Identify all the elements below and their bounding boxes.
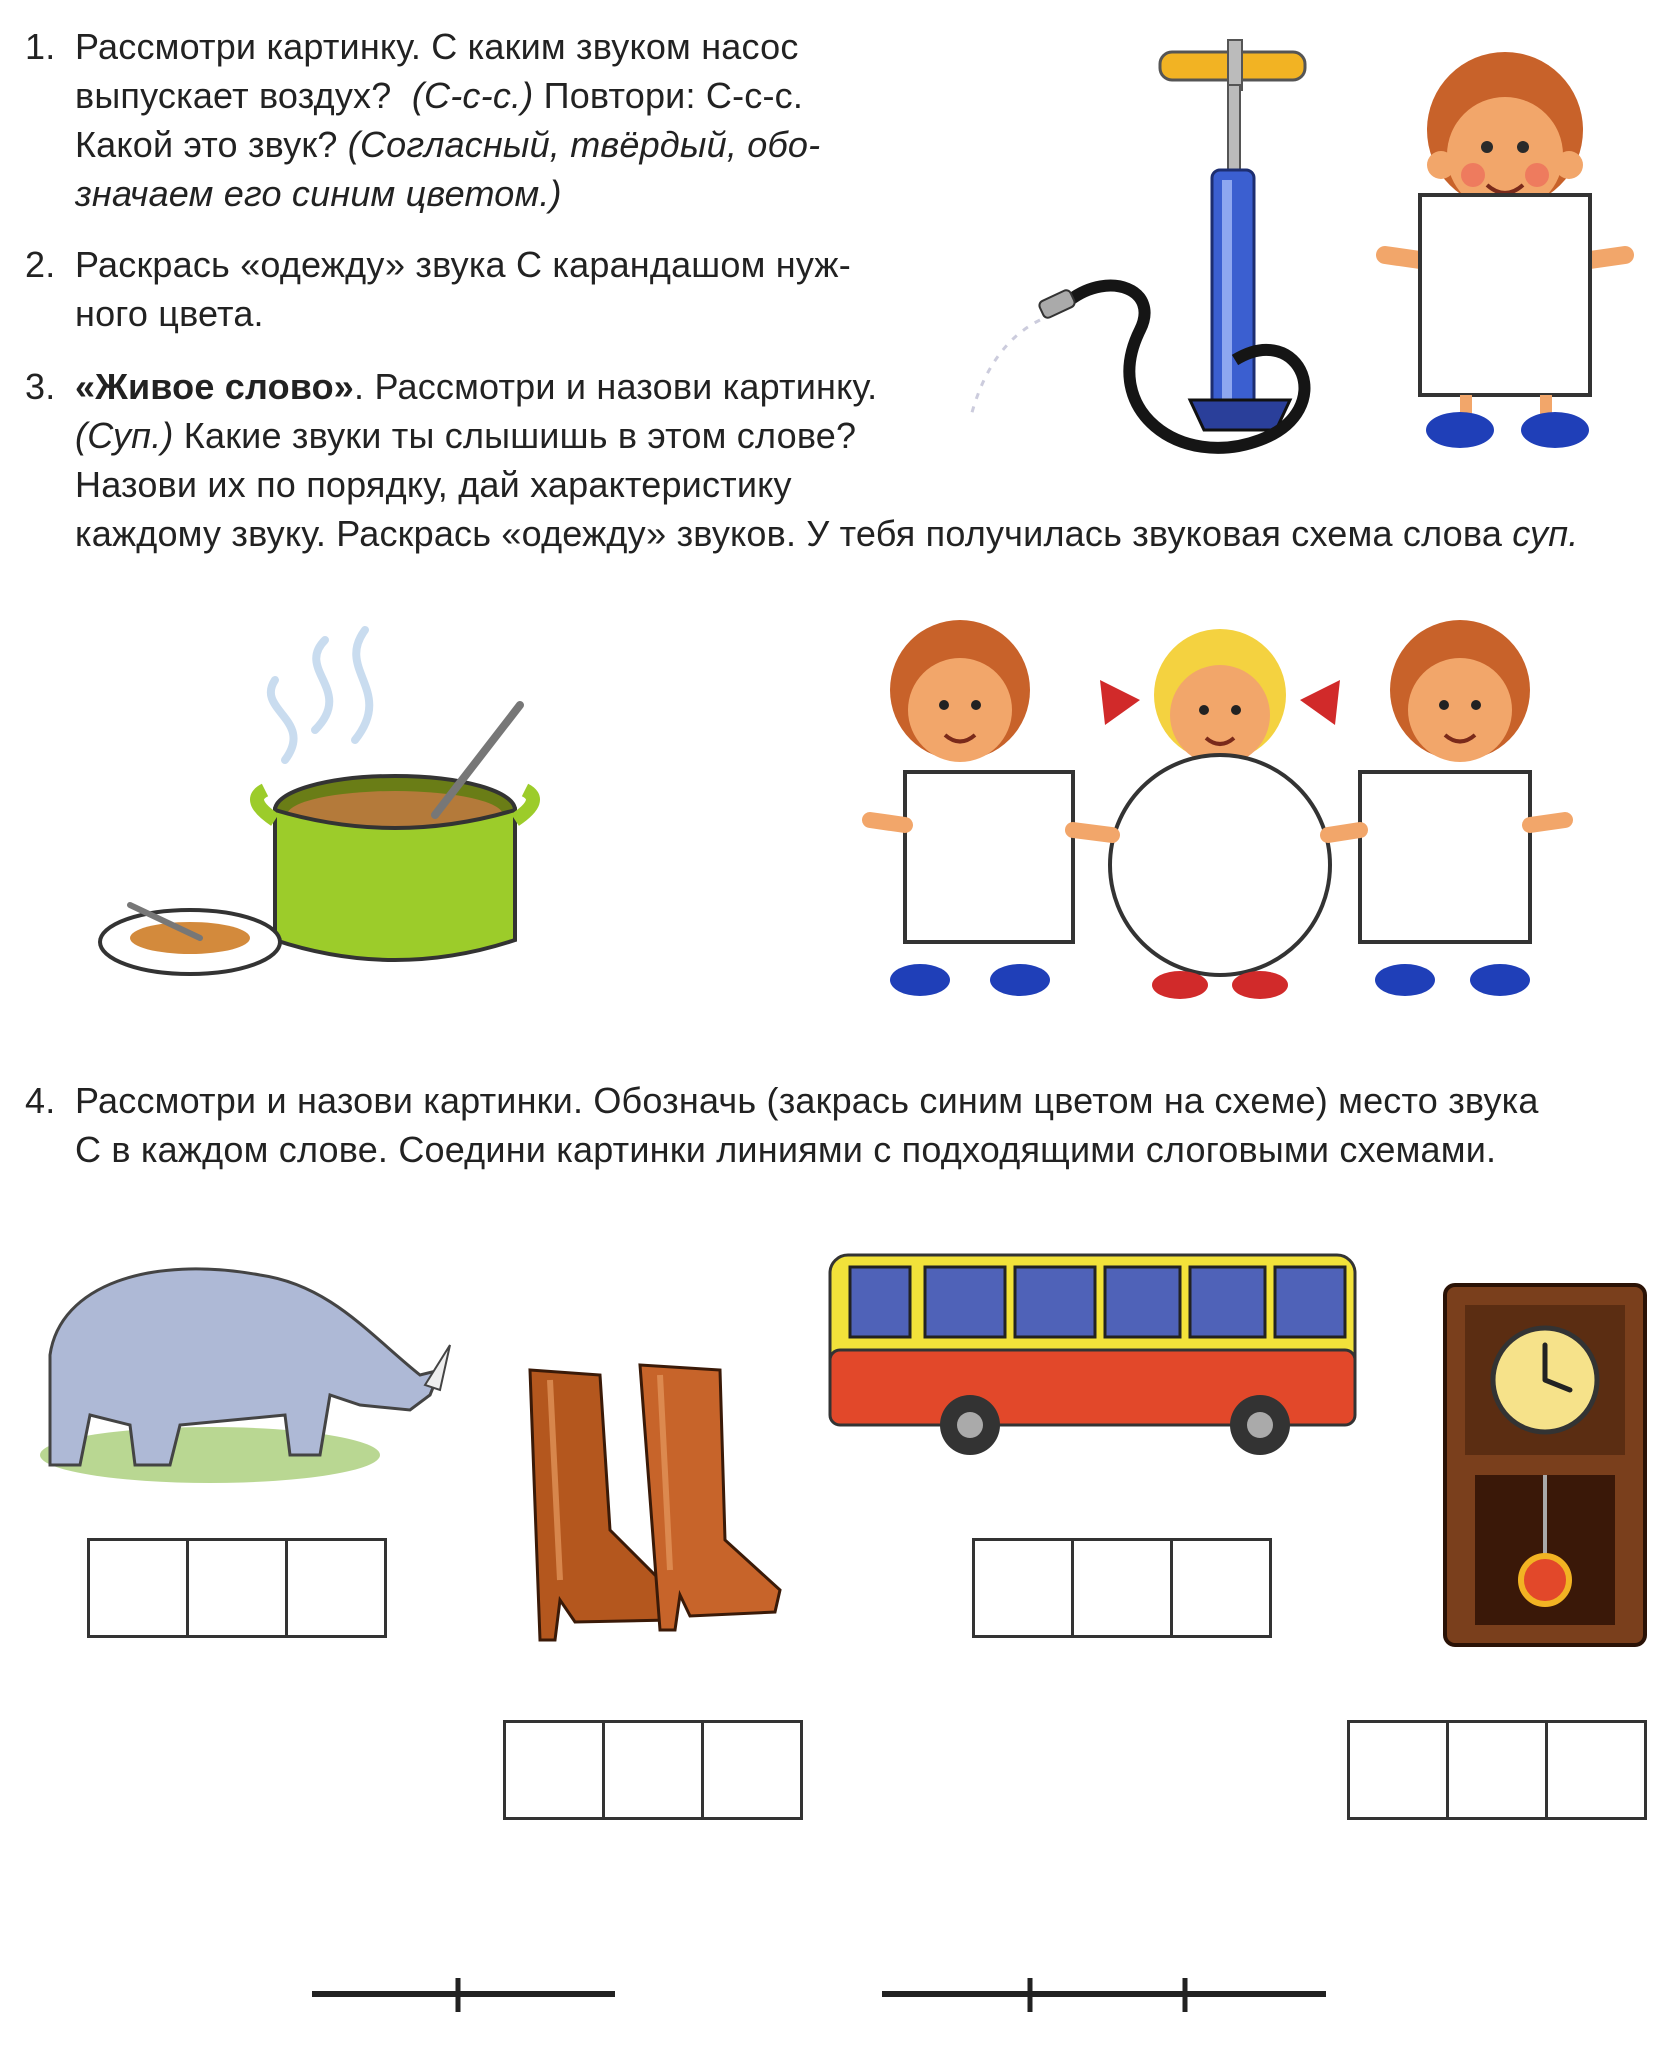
- syllable-scheme-three[interactable]: [880, 1970, 1330, 2020]
- scheme-cell[interactable]: [975, 1541, 1074, 1635]
- rhino-illustration: [30, 1225, 460, 1495]
- scheme-boxes-boots[interactable]: [503, 1720, 803, 1820]
- task-3-line-2: Какие звуки ты слышишь в этом слове?: [183, 415, 857, 456]
- clock-illustration: [1435, 1275, 1655, 1660]
- task-1-line-2: выпускает воздух?: [75, 75, 392, 116]
- task-2-line-1: Раскрась «одежду» звука С карандашом нуж-: [75, 244, 851, 285]
- task-3-line-4: каждому звуку. Раскрась «одежду» звуков. У тебя получилась звуковая схема слова: [75, 513, 1503, 554]
- scheme-cell[interactable]: [506, 1723, 605, 1817]
- task-3-answer: (Суп.): [75, 415, 174, 456]
- task-4-line-1: Рассмотри и назови картинки. Обозначь (закрась синим цветом на схеме) место звука: [75, 1080, 1539, 1121]
- scheme-cell[interactable]: [288, 1541, 384, 1635]
- task-1-number: 1.: [25, 26, 56, 67]
- scheme-cell[interactable]: [189, 1541, 288, 1635]
- scheme-cell[interactable]: [1548, 1723, 1644, 1817]
- task-3-title: «Живое слово»: [75, 366, 355, 407]
- three-children-illustration: [860, 610, 1580, 1010]
- scheme-cell[interactable]: [704, 1723, 800, 1817]
- task-1: [25, 22, 895, 218]
- task-4-number: 4.: [25, 1080, 56, 1121]
- scheme-cell[interactable]: [1449, 1723, 1548, 1817]
- task-4: [25, 1076, 1675, 1174]
- task-1-line-1: Рассмотри картинку. С каким звуком насос: [75, 26, 799, 67]
- task-3-line-3: Назови их по порядку, дай характеристику: [75, 464, 792, 505]
- task-1-answer-1: (С-с-с.): [411, 75, 534, 116]
- scheme-cell[interactable]: [1074, 1541, 1173, 1635]
- task-3-line-1: . Рассмотри и назови картинку.: [354, 366, 878, 407]
- bus-illustration: [820, 1235, 1365, 1460]
- scheme-cell[interactable]: [1350, 1723, 1449, 1817]
- scheme-boxes-clock[interactable]: [1347, 1720, 1647, 1820]
- task-1-answer-3: значаем его синим цветом.): [75, 173, 562, 214]
- boy-with-sign-illustration: [1375, 35, 1635, 455]
- task-3-word: суп.: [1512, 513, 1579, 554]
- scheme-cell[interactable]: [605, 1723, 704, 1817]
- scheme-cell[interactable]: [90, 1541, 189, 1635]
- syllable-scheme-two[interactable]: [310, 1970, 620, 2020]
- scheme-cell[interactable]: [1173, 1541, 1269, 1635]
- task-1-question: Какой это звук?: [75, 124, 338, 165]
- task-1-answer-2: (Согласный, твёрдый, обо-: [347, 124, 821, 165]
- pump-illustration: [960, 30, 1320, 450]
- boots-illustration: [520, 1360, 790, 1650]
- scheme-boxes-rhino[interactable]: [87, 1538, 387, 1638]
- task-2: [25, 240, 895, 338]
- task-3-number: 3.: [25, 366, 56, 407]
- task-2-line-2: ного цвета.: [75, 293, 264, 334]
- scheme-boxes-bus[interactable]: [972, 1538, 1272, 1638]
- task-2-number: 2.: [25, 244, 56, 285]
- task-1-repeat: Повтори: С-с-с.: [543, 75, 804, 116]
- task-4-line-2: С в каждом слове. Соедини картинки линиями с подходящими слоговыми схемами.: [75, 1129, 1497, 1170]
- soup-pot-illustration: [95, 620, 535, 1000]
